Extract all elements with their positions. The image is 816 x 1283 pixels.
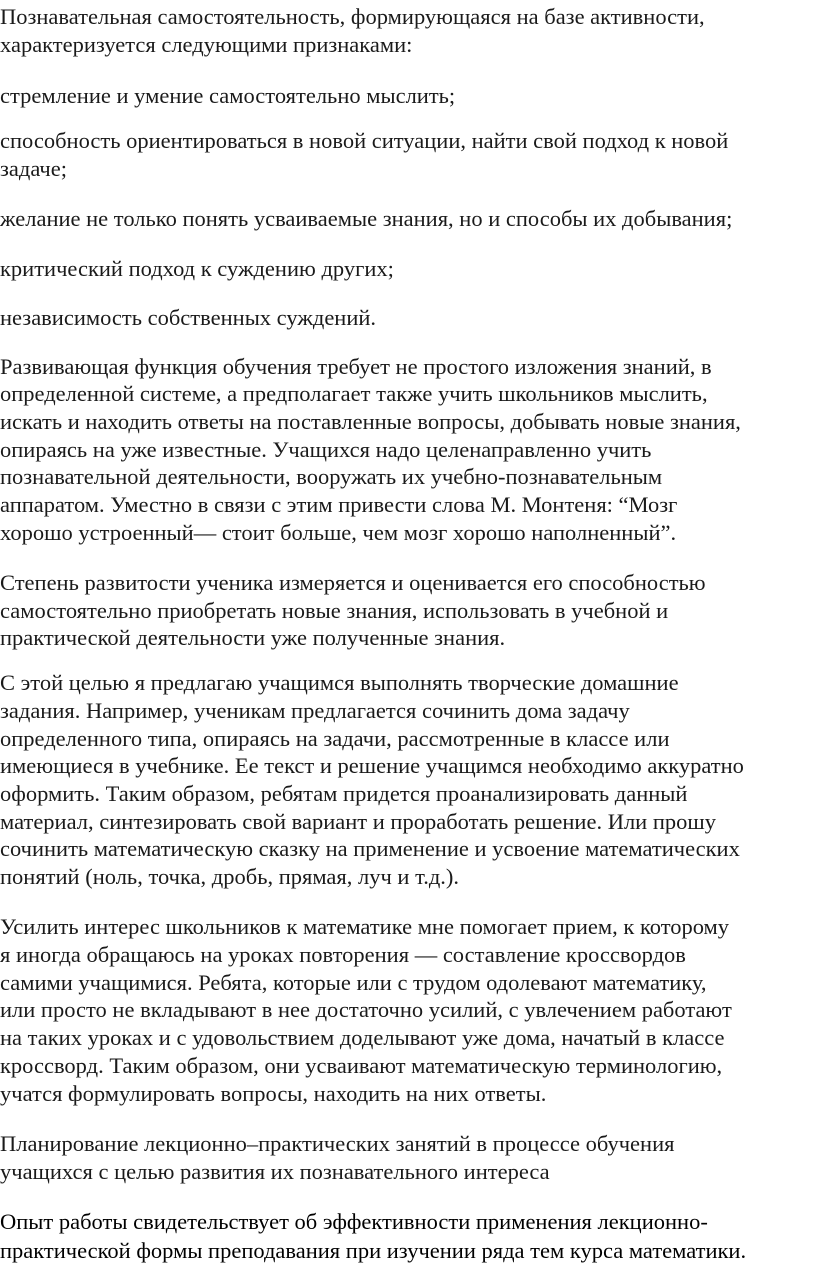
text-line: понятий (ноль, точка, дробь, прямая, луч и т.д.). bbox=[0, 864, 460, 889]
text-line: практической формы преподавания при изучении ряда тем курса математики. bbox=[0, 1238, 747, 1263]
text-line: С этой целью я предлагаю учащимся выполнять творческие домашние bbox=[0, 670, 679, 695]
text-line: на таких уроках и с удовольствием доделывают уже дома, начатый в классе bbox=[0, 1025, 725, 1050]
text-line: Познавательная самостоятельность, формирующаяся на базе активности, bbox=[0, 4, 705, 29]
text-line: Развивающая функция обучения требует не простого изложения знаний, в bbox=[0, 354, 712, 379]
text-line: определенной системе, а предполагает также учить школьников мыслить, bbox=[0, 381, 708, 406]
text-line: имеющиеся в учебнике. Ее текст и решение учащимся необходимо аккуратно bbox=[0, 753, 744, 778]
text-line: учатся формулировать вопросы, находить на них ответы. bbox=[0, 1081, 547, 1106]
text-line: самими учащимися. Ребята, которые или с трудом одолевают математику, bbox=[0, 970, 707, 995]
text-line: аппаратом. Уместно в связи с этим привести слова М. Монтеня: “Мозг bbox=[0, 492, 678, 517]
text-line: кроссворд. Таким образом, они усваивают математическую терминологию, bbox=[0, 1053, 723, 1078]
text-line: задания. Например, ученикам предлагается сочинить дома задачу bbox=[0, 698, 630, 723]
text-line: способность ориентироваться в новой ситуации, найти свой подход к новой bbox=[0, 128, 729, 153]
text-line: определенного типа, опираясь на задачи, рассмотренные в классе или bbox=[0, 726, 670, 751]
text-line: независимость собственных суждений. bbox=[0, 305, 377, 330]
text-line: Планирование лекционно–практических занятий в процессе обучения bbox=[0, 1131, 675, 1156]
text-line: стремление и умение самостоятельно мыслить; bbox=[0, 83, 456, 108]
text-line: познавательной деятельности, вооружать их учебно-познавательным bbox=[0, 464, 663, 489]
text-line: Степень развитости ученика измеряется и оценивается его способностью bbox=[0, 570, 706, 595]
text-line: Опыт работы свидетельствует об эффективности применения лекционно- bbox=[0, 1209, 708, 1234]
text-line: сочинить математическую сказку на применение и усвоение математических bbox=[0, 836, 740, 861]
text-line: Усилить интерес школьников к математике мне помогает прием, к которому bbox=[0, 914, 730, 939]
text-line: критический подход к суждению других; bbox=[0, 256, 394, 281]
text-line: желание не только понять усваиваемые знания, но и способы их добывания; bbox=[0, 206, 733, 231]
text-line: практической деятельности уже полученные знания. bbox=[0, 625, 506, 650]
text-line: я иногда обращаюсь на уроках повторения — составление кроссвордов bbox=[0, 942, 686, 967]
text-line: задаче; bbox=[0, 156, 67, 181]
text-line: материал, синтезировать свой вариант и проработать решение. Или прошу bbox=[0, 809, 716, 834]
text-line: или просто не вкладывают в нее достаточно усилий, с увлечением работают bbox=[0, 997, 732, 1022]
text-line: хорошо устроенный— стоит больше, чем мозг хорошо наполненный”. bbox=[0, 520, 677, 545]
text-line: самостоятельно приобретать новые знания, использовать в учебной и bbox=[0, 598, 669, 623]
text-line: искать и находить ответы на поставленные вопросы, добывать новые знания, bbox=[0, 409, 741, 434]
text-line: характеризуется следующими признаками: bbox=[0, 32, 413, 57]
text-line: учащихся с целью развития их познавательного интереса bbox=[0, 1159, 550, 1184]
text-line: оформить. Таким образом, ребятам придется проанализировать данный bbox=[0, 781, 688, 806]
text-line: опираясь на уже известные. Учащихся надо целенаправленно учить bbox=[0, 437, 652, 462]
